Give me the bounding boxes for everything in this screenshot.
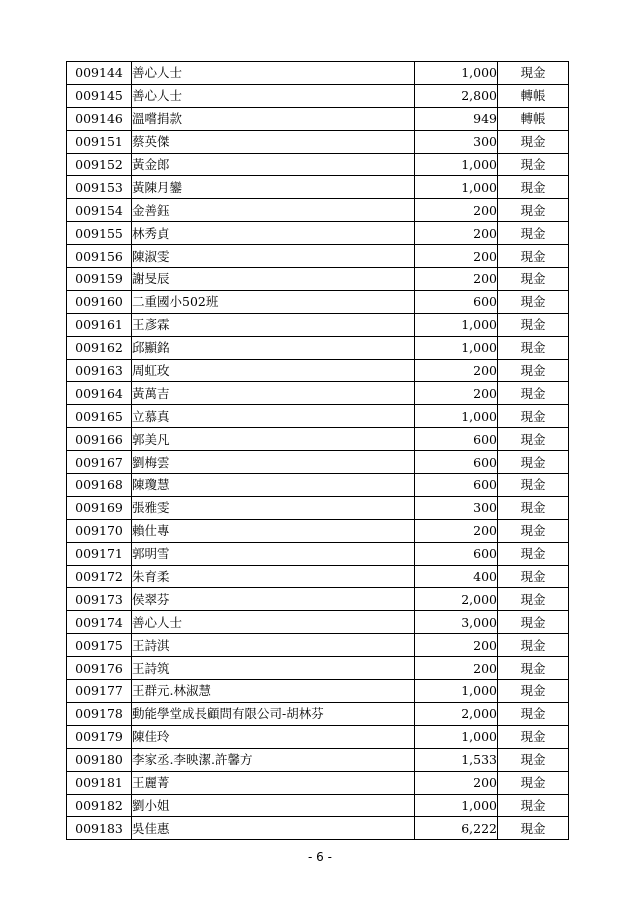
- donor-name: 周虹玫: [132, 359, 415, 382]
- table-row: [67, 474, 569, 497]
- donation-amount: 1,000: [415, 794, 498, 817]
- table-row: [67, 542, 569, 565]
- payment-method: 現金: [498, 817, 569, 840]
- page-number: - 6 -: [308, 850, 332, 864]
- payment-method: 轉帳: [498, 107, 569, 130]
- payment-method: 現金: [498, 176, 569, 199]
- donation-amount: 200: [415, 657, 498, 680]
- receipt-number: 009160: [67, 290, 132, 313]
- payment-method: 現金: [498, 268, 569, 291]
- donor-name: 蔡英傑: [132, 130, 415, 153]
- table-row: [67, 817, 569, 840]
- payment-method: 現金: [498, 290, 569, 313]
- donation-amount: 200: [415, 268, 498, 291]
- donor-name: 立慕真: [132, 405, 415, 428]
- donor-name: 朱育柔: [132, 565, 415, 588]
- donor-name: 王群元.林淑慧: [132, 680, 415, 703]
- receipt-number: 009168: [67, 474, 132, 497]
- table-row: [67, 680, 569, 703]
- donor-name: 李家丞.李映潔.許馨方: [132, 748, 415, 771]
- donation-amount: 200: [415, 245, 498, 268]
- payment-method: 現金: [498, 451, 569, 474]
- donation-amount: 600: [415, 428, 498, 451]
- donor-name: 王彥霖: [132, 313, 415, 336]
- payment-method: 現金: [498, 702, 569, 725]
- donation-amount: 1,000: [415, 62, 498, 85]
- payment-method: 現金: [498, 222, 569, 245]
- donor-name: 王詩筑: [132, 657, 415, 680]
- payment-method: 現金: [498, 245, 569, 268]
- table-row: [67, 794, 569, 817]
- donor-name: 善心人士: [132, 84, 415, 107]
- donor-name: 侯翠芬: [132, 588, 415, 611]
- donor-name: 黃陳月鑾: [132, 176, 415, 199]
- donation-amount: 1,000: [415, 680, 498, 703]
- receipt-number: 009145: [67, 84, 132, 107]
- donor-name: 陳瓊慧: [132, 474, 415, 497]
- donor-name: 劉小姐: [132, 794, 415, 817]
- payment-method: 現金: [498, 794, 569, 817]
- receipt-number: 009183: [67, 817, 132, 840]
- donor-name: 陳佳玲: [132, 725, 415, 748]
- donation-amount: 600: [415, 451, 498, 474]
- table-row: [67, 634, 569, 657]
- receipt-number: 009159: [67, 268, 132, 291]
- donor-name: 善心人士: [132, 62, 415, 85]
- payment-method: 現金: [498, 313, 569, 336]
- payment-method: 現金: [498, 359, 569, 382]
- payment-method: 現金: [498, 428, 569, 451]
- donation-amount: 2,000: [415, 588, 498, 611]
- table-row: [67, 199, 569, 222]
- donation-amount: 1,000: [415, 176, 498, 199]
- donation-amount: 1,000: [415, 405, 498, 428]
- table-row: [67, 153, 569, 176]
- payment-method: 現金: [498, 474, 569, 497]
- donation-amount: 300: [415, 496, 498, 519]
- donation-amount: 600: [415, 542, 498, 565]
- donor-name: 陳淑雯: [132, 245, 415, 268]
- donation-amount: 2,000: [415, 702, 498, 725]
- donor-name: 郭明雪: [132, 542, 415, 565]
- receipt-number: 009172: [67, 565, 132, 588]
- receipt-number: 009164: [67, 382, 132, 405]
- donor-name: 黃萬吉: [132, 382, 415, 405]
- table-row: [67, 130, 569, 153]
- table-row: [67, 565, 569, 588]
- payment-method: 現金: [498, 62, 569, 85]
- receipt-number: 009169: [67, 496, 132, 519]
- payment-method: 現金: [498, 771, 569, 794]
- table-row: [67, 428, 569, 451]
- receipt-number: 009177: [67, 680, 132, 703]
- donation-amount: 949: [415, 107, 498, 130]
- receipt-number: 009152: [67, 153, 132, 176]
- receipt-number: 009166: [67, 428, 132, 451]
- receipt-number: 009174: [67, 611, 132, 634]
- donation-amount: 1,000: [415, 313, 498, 336]
- donor-name: 二重國小502班: [132, 290, 415, 313]
- receipt-number: 009156: [67, 245, 132, 268]
- receipt-number: 009170: [67, 519, 132, 542]
- receipt-number: 009165: [67, 405, 132, 428]
- receipt-number: 009153: [67, 176, 132, 199]
- table-row: [67, 359, 569, 382]
- table-row: [67, 107, 569, 130]
- donor-name: 吳佳惠: [132, 817, 415, 840]
- donation-table: [66, 61, 569, 840]
- donor-name: 謝旻辰: [132, 268, 415, 291]
- donor-name: 金善鈺: [132, 199, 415, 222]
- donor-name: 賴仕專: [132, 519, 415, 542]
- payment-method: 轉帳: [498, 84, 569, 107]
- table-row: [67, 268, 569, 291]
- payment-method: 現金: [498, 519, 569, 542]
- table-row: [67, 245, 569, 268]
- table-row: [67, 588, 569, 611]
- donor-name: 動能學堂成長顧問有限公司-胡林芬: [132, 702, 415, 725]
- donation-amount: 300: [415, 130, 498, 153]
- donor-name: 王麗菁: [132, 771, 415, 794]
- payment-method: 現金: [498, 405, 569, 428]
- donation-amount: 1,000: [415, 336, 498, 359]
- donor-name: 劉梅雲: [132, 451, 415, 474]
- table-row: [67, 451, 569, 474]
- payment-method: 現金: [498, 382, 569, 405]
- payment-method: 現金: [498, 565, 569, 588]
- receipt-number: 009155: [67, 222, 132, 245]
- donation-amount: 2,800: [415, 84, 498, 107]
- donor-name: 黃金郎: [132, 153, 415, 176]
- table-row: [67, 382, 569, 405]
- donation-amount: 1,000: [415, 153, 498, 176]
- receipt-number: 009180: [67, 748, 132, 771]
- donation-amount: 3,000: [415, 611, 498, 634]
- donation-amount: 200: [415, 771, 498, 794]
- donation-amount: 1,000: [415, 725, 498, 748]
- receipt-number: 009163: [67, 359, 132, 382]
- payment-method: 現金: [498, 542, 569, 565]
- receipt-number: 009182: [67, 794, 132, 817]
- table-row: [67, 405, 569, 428]
- table-row: [67, 725, 569, 748]
- donor-name: 林秀貞: [132, 222, 415, 245]
- donation-table-body: [67, 62, 569, 840]
- table-row: [67, 222, 569, 245]
- payment-method: 現金: [498, 496, 569, 519]
- donation-amount: 600: [415, 474, 498, 497]
- receipt-number: 009161: [67, 313, 132, 336]
- table-row: [67, 62, 569, 85]
- receipt-number: 009144: [67, 62, 132, 85]
- payment-method: 現金: [498, 611, 569, 634]
- receipt-number: 009179: [67, 725, 132, 748]
- receipt-number: 009173: [67, 588, 132, 611]
- receipt-number: 009176: [67, 657, 132, 680]
- donation-amount: 6,222: [415, 817, 498, 840]
- receipt-number: 009151: [67, 130, 132, 153]
- payment-method: 現金: [498, 748, 569, 771]
- donor-name: 張雅雯: [132, 496, 415, 519]
- receipt-number: 009175: [67, 634, 132, 657]
- donation-amount: 400: [415, 565, 498, 588]
- receipt-number: 009162: [67, 336, 132, 359]
- payment-method: 現金: [498, 634, 569, 657]
- donor-name: 郭美凡: [132, 428, 415, 451]
- donation-amount: 200: [415, 382, 498, 405]
- receipt-number: 009171: [67, 542, 132, 565]
- donation-ledger: [66, 61, 569, 840]
- payment-method: 現金: [498, 153, 569, 176]
- donation-amount: 1,533: [415, 748, 498, 771]
- donation-amount: 200: [415, 199, 498, 222]
- donor-name: 善心人士: [132, 611, 415, 634]
- payment-method: 現金: [498, 336, 569, 359]
- payment-method: 現金: [498, 199, 569, 222]
- payment-method: 現金: [498, 657, 569, 680]
- payment-method: 現金: [498, 130, 569, 153]
- receipt-number: 009178: [67, 702, 132, 725]
- donation-amount: 200: [415, 222, 498, 245]
- payment-method: 現金: [498, 680, 569, 703]
- payment-method: 現金: [498, 588, 569, 611]
- table-row: [67, 84, 569, 107]
- table-row: [67, 336, 569, 359]
- table-row: [67, 748, 569, 771]
- table-row: [67, 290, 569, 313]
- donation-amount: 600: [415, 290, 498, 313]
- table-row: [67, 313, 569, 336]
- table-row: [67, 176, 569, 199]
- donation-amount: 200: [415, 359, 498, 382]
- receipt-number: 009167: [67, 451, 132, 474]
- table-row: [67, 496, 569, 519]
- donor-name: 邱顯銘: [132, 336, 415, 359]
- payment-method: 現金: [498, 725, 569, 748]
- table-row: [67, 657, 569, 680]
- table-row: [67, 771, 569, 794]
- receipt-number: 009181: [67, 771, 132, 794]
- donor-name: 溫嚐捐款: [132, 107, 415, 130]
- table-row: [67, 611, 569, 634]
- table-row: [67, 702, 569, 725]
- receipt-number: 009146: [67, 107, 132, 130]
- donation-amount: 200: [415, 519, 498, 542]
- donor-name: 王詩淇: [132, 634, 415, 657]
- table-row: [67, 519, 569, 542]
- receipt-number: 009154: [67, 199, 132, 222]
- donation-amount: 200: [415, 634, 498, 657]
